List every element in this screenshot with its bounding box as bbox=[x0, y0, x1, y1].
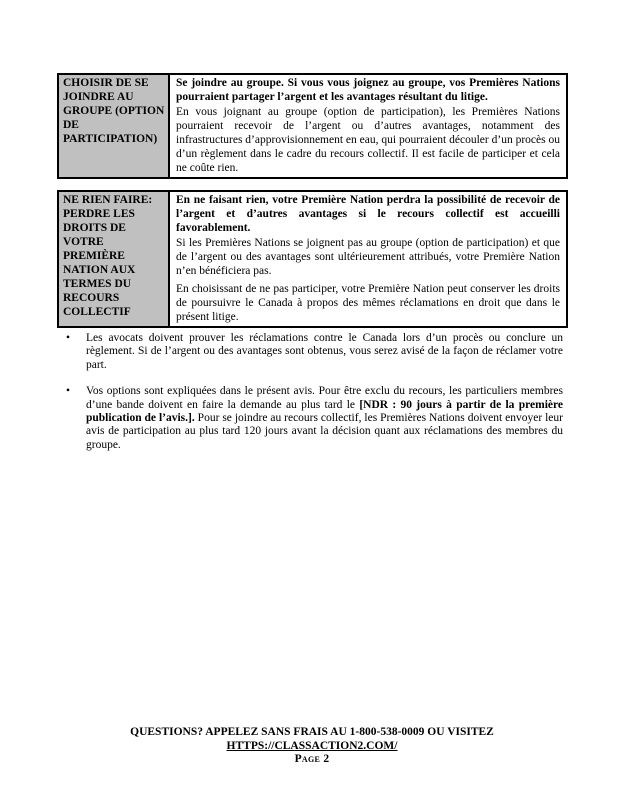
do-nothing-header-cell: NE RIEN FAIRE: PERDRE LES DROITS DE VOTRE PREMIÈRE NATION AUX TERMES DU RECOURS COLLECTIF bbox=[59, 192, 170, 326]
bullet-list bbox=[57, 332, 563, 465]
option-in-header-cell: CHOISIR DE SE JOINDRE AU GROUPE (OPTION DE PARTICIPATION) bbox=[59, 75, 170, 177]
do-nothing-lead-text: En ne faisant rien, votre Première Nation perdra la possibilité de recevoir de l’argent et d’autres avantages si le recours collectif est accueilli favorablement. bbox=[176, 194, 560, 234]
option-in-lead-text: Se joindre au groupe. Si vous vous joignez au groupe, vos Premières Nations pourraient partager l’argent et les avantages résultant du litige. bbox=[176, 77, 560, 103]
footer-url-link[interactable]: HTTPS://CLASSACTION2.COM/ bbox=[226, 739, 398, 752]
option-in-paragraph: En vous joignant au groupe (option de participation), les Premières Nations pourraient recevoir de l’argent ou d’autres avantages, notamment des infrastructures d’approvisionnement en eau, qui pourraient découler d’un procès ou d’un règlement dans le cadre du recours collectif. Il est facile de participer et cela ne coûte rien. bbox=[176, 106, 560, 174]
do-nothing-body-cell bbox=[170, 192, 566, 326]
page-footer bbox=[0, 726, 624, 767]
do-nothing-paragraph-1: Si les Premières Nations se joignent pas au groupe (option de participation) et que de l’argent ou des avantages sont ultérieurement attribués, votre Première Nation n’en bénéficiera pas. bbox=[176, 237, 560, 277]
option-in-table bbox=[57, 73, 568, 179]
bullet-icon: • bbox=[66, 332, 71, 344]
bullet-text-lawyers: Les avocats doivent prouver les réclamations contre le Canada lors d’un procès ou conclure un règlement. Si de l’argent ou des avantages sont obtenus, vous serez avisé de la façon de réclamer votre part. bbox=[86, 332, 563, 371]
bullet-icon: • bbox=[66, 385, 71, 398]
bullet-text-options bbox=[86, 385, 563, 452]
bullet-options-deadline: [NDR : 90 jours à partir de la première publication de l’avis.]. bbox=[86, 398, 563, 425]
do-nothing-paragraph-2: En choisissant de ne pas participer, votre Première Nation peut conserver les droits de poursuivre le Canada à propos des mêmes réclamations en droit que dans le présent litige. bbox=[176, 283, 560, 323]
list-item bbox=[57, 332, 563, 372]
bullet-options-post: Pour se joindre au recours collectif, les Premières Nations doivent envoyer leur avis de participation au plus tard 120 jours avant la décision quant aux réclamations des membres du groupe. bbox=[86, 412, 563, 451]
do-nothing-table bbox=[57, 190, 568, 328]
footer-questions-line: QUESTIONS? APPELEZ SANS FRAIS AU 1-800-538-0009 OU VISITEZ bbox=[130, 726, 494, 738]
page-number: Page 2 bbox=[294, 753, 330, 766]
list-item bbox=[57, 385, 563, 452]
bullet-options-pre: Vos options sont expliquées dans le présent avis. Pour être exclu du recours, les particuliers membres d’une bande doivent en faire la demande au plus tard le bbox=[86, 385, 563, 411]
option-in-body-cell bbox=[170, 75, 566, 177]
